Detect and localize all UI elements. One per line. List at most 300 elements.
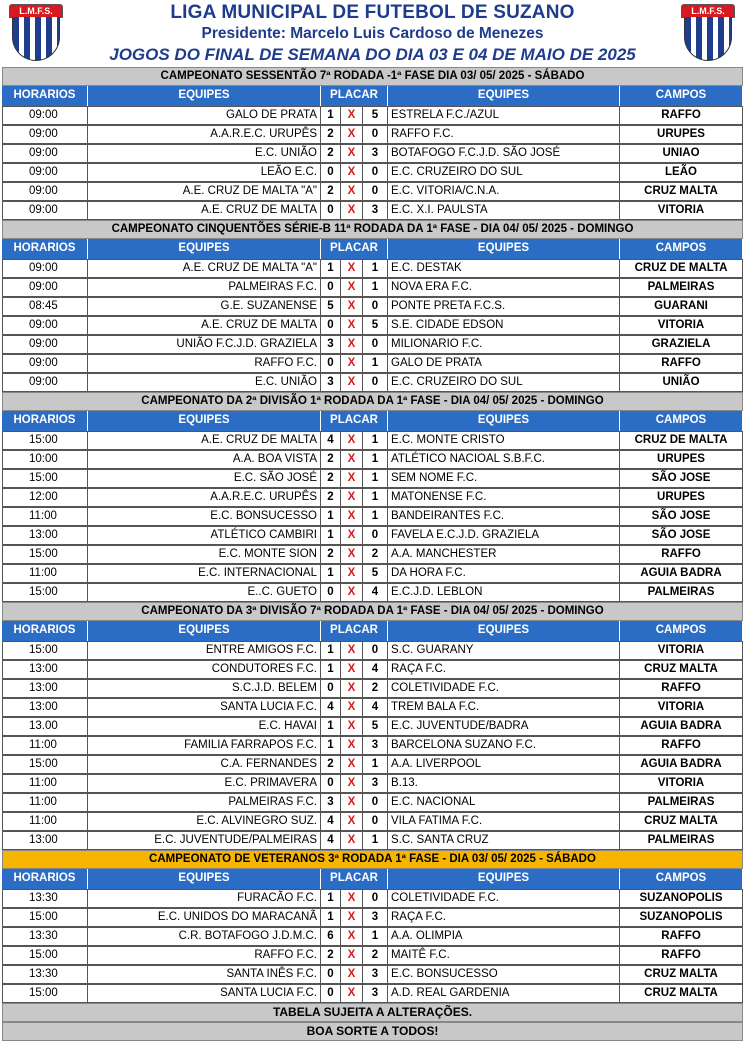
versus-mark: X [341,564,363,583]
home-team: E.C. BONSUCESSO [88,507,321,526]
section-title: CAMPEONATO CINQUENTÕES SÉRIE-B 11ª RODADA DA 1ª FASE - DIA 04/ 05/ 2025 - DOMINGO [2,220,743,239]
away-score: 5 [363,106,388,125]
away-team: E.C. MONTE CRISTO [388,431,620,450]
home-score: 0 [321,278,341,297]
away-score: 0 [363,526,388,545]
home-score: 0 [321,583,341,602]
home-score: 2 [321,125,341,144]
versus-mark: X [341,946,363,965]
league-logo-left [9,4,63,62]
away-score: 2 [363,946,388,965]
match-row [2,965,743,984]
match-time: 13:30 [2,965,88,984]
home-team: E.C. INTERNACIONAL [88,564,321,583]
home-team: E..C. GUETO [88,583,321,602]
away-team: MILIONARIO F.C. [388,335,620,354]
col-equipes-away: EQUIPES [388,239,620,259]
field-name: AGUIA BADRA [620,717,743,736]
home-score: 4 [321,698,341,717]
section-title: CAMPEONATO DE VETERANOS 3ª RODADA 1ª FASE - DIA 03/ 05/ 2025 - SÁBADO [2,850,743,869]
home-score: 3 [321,373,341,392]
match-time: 15:00 [2,984,88,1003]
column-header-row [2,239,743,259]
away-score: 4 [363,660,388,679]
section-title: CAMPEONATO SESSENTÃO 7ª RODADA -1ª FASE DIA 03/ 05/ 2025 - SÁBADO [2,67,743,86]
match-time: 09:00 [2,316,88,335]
home-team: E.C. ALVINEGRO SUZ. [88,812,321,831]
home-score: 1 [321,259,341,278]
home-score: 0 [321,965,341,984]
match-row [2,812,743,831]
away-score: 5 [363,717,388,736]
home-team: PALMEIRAS F.C. [88,793,321,812]
home-team: GALO DE PRATA [88,106,321,125]
away-score: 2 [363,679,388,698]
field-name: VITORIA [620,774,743,793]
away-team: E.C. DESTAK [388,259,620,278]
away-score: 1 [363,755,388,774]
versus-mark: X [341,660,363,679]
home-team: A.E. CRUZ DE MALTA [88,201,321,220]
home-score: 1 [321,526,341,545]
field-name: PALMEIRAS [620,278,743,297]
home-score: 0 [321,163,341,182]
versus-mark: X [341,984,363,1003]
match-time: 10:00 [2,450,88,469]
field-name: GRAZIELA [620,335,743,354]
versus-mark: X [341,335,363,354]
away-score: 0 [363,297,388,316]
versus-mark: X [341,526,363,545]
home-score: 1 [321,660,341,679]
home-score: 2 [321,755,341,774]
home-team: G.E. SUZANENSE [88,297,321,316]
col-placar: PLACAR [321,869,388,889]
match-time: 09:00 [2,335,88,354]
home-team: C.R. BOTAFOGO J.D.M.C. [88,927,321,946]
match-time: 13:00 [2,831,88,850]
home-team: A.A.R.E.C. URUPÊS [88,488,321,507]
versus-mark: X [341,469,363,488]
versus-mark: X [341,965,363,984]
versus-mark: X [341,889,363,908]
away-score: 0 [363,182,388,201]
field-name: GUARANI [620,297,743,316]
field-name: RAFFO [620,679,743,698]
col-horarios: HORARIOS [2,869,88,889]
match-row [2,755,743,774]
away-team: ESTRELA F.C./AZUL [388,106,620,125]
away-team: S.E. CIDADE EDSON [388,316,620,335]
match-row [2,106,743,125]
match-row [2,889,743,908]
away-score: 3 [363,774,388,793]
home-team: RAFFO F.C. [88,354,321,373]
home-score: 2 [321,488,341,507]
col-horarios: HORARIOS [2,86,88,106]
match-time: 09:00 [2,354,88,373]
league-logo-right [681,4,735,62]
away-team: S.C. SANTA CRUZ [388,831,620,850]
home-team: LEÃO E.C. [88,163,321,182]
col-horarios: HORARIOS [2,411,88,431]
home-team: E.C. SÃO JOSÉ [88,469,321,488]
versus-mark: X [341,316,363,335]
versus-mark: X [341,125,363,144]
away-score: 1 [363,278,388,297]
home-team: A.A.R.E.C. URUPÊS [88,125,321,144]
away-team: E.C. CRUZEIRO DO SUL [388,373,620,392]
home-score: 2 [321,144,341,163]
home-score: 0 [321,774,341,793]
match-time: 13.00 [2,717,88,736]
field-name: LEÃO [620,163,743,182]
versus-mark: X [341,793,363,812]
away-team: TREM BALA F.C. [388,698,620,717]
match-time: 11:00 [2,793,88,812]
away-score: 1 [363,831,388,850]
match-row [2,908,743,927]
match-time: 09:00 [2,144,88,163]
home-score: 0 [321,354,341,373]
field-name: UNIAO [620,144,743,163]
match-row [2,698,743,717]
home-team: E.C. MONTE SION [88,545,321,564]
field-name: VITORIA [620,316,743,335]
home-team: CONDUTORES F.C. [88,660,321,679]
field-name: RAFFO [620,946,743,965]
match-time: 15:00 [2,545,88,564]
away-team: SEM NOME F.C. [388,469,620,488]
away-score: 1 [363,507,388,526]
away-team: S.C. GUARANY [388,641,620,660]
col-equipes-away: EQUIPES [388,621,620,641]
match-time: 09:00 [2,373,88,392]
col-equipes-home: EQUIPES [88,621,321,641]
versus-mark: X [341,450,363,469]
versus-mark: X [341,583,363,602]
home-score: 1 [321,564,341,583]
field-name: URUPES [620,125,743,144]
match-row [2,201,743,220]
field-name: SÃO JOSE [620,469,743,488]
away-team: E.C. CRUZEIRO DO SUL [388,163,620,182]
home-team: SANTA INÊS F.C. [88,965,321,984]
footer-wish: BOA SORTE A TODOS! [2,1022,743,1041]
home-team: FAMILIA FARRAPOS F.C. [88,736,321,755]
col-campos: CAMPOS [620,411,743,431]
match-time: 13:00 [2,526,88,545]
away-score: 3 [363,984,388,1003]
away-team: RAFFO F.C. [388,125,620,144]
away-team: BOTAFOGO F.C.J.D. SÃO JOSÉ [388,144,620,163]
away-team: PONTE PRETA F.C.S. [388,297,620,316]
col-campos: CAMPOS [620,869,743,889]
col-placar: PLACAR [321,239,388,259]
home-team: ENTRE AMIGOS F.C. [88,641,321,660]
home-score: 2 [321,450,341,469]
col-horarios: HORARIOS [2,621,88,641]
footer-note: TABELA SUJEITA A ALTERAÇÕES. [2,1003,743,1022]
home-team: ATLÉTICO CAMBIRI [88,526,321,545]
home-score: 2 [321,946,341,965]
match-row [2,297,743,316]
field-name: CRUZ DE MALTA [620,431,743,450]
versus-mark: X [341,278,363,297]
col-equipes-home: EQUIPES [88,239,321,259]
away-team: RAÇA F.C. [388,908,620,927]
versus-mark: X [341,297,363,316]
home-team: E.C. UNIÃO [88,373,321,392]
away-team: E.C. JUVENTUDE/BADRA [388,717,620,736]
field-name: PALMEIRAS [620,583,743,602]
home-team: C.A. FERNANDES [88,755,321,774]
col-equipes-home: EQUIPES [88,86,321,106]
away-team: COLETIVIDADE F.C. [388,889,620,908]
field-name: SÃO JOSE [620,507,743,526]
versus-mark: X [341,545,363,564]
match-time: 15:00 [2,908,88,927]
match-row [2,545,743,564]
home-score: 4 [321,431,341,450]
home-score: 3 [321,335,341,354]
match-row [2,259,743,278]
match-time: 15:00 [2,641,88,660]
home-team: A.E. CRUZ DE MALTA [88,431,321,450]
away-team: VILA FATIMA F.C. [388,812,620,831]
col-equipes-home: EQUIPES [88,869,321,889]
match-time: 08:45 [2,297,88,316]
away-team: RAÇA F.C. [388,660,620,679]
away-score: 1 [363,927,388,946]
match-time: 15:00 [2,755,88,774]
field-name: PALMEIRAS [620,793,743,812]
home-team: A.E. CRUZ DE MALTA "A" [88,259,321,278]
logo-text: L.M.F.S. [681,4,735,18]
match-row [2,583,743,602]
field-name: RAFFO [620,354,743,373]
away-team: A.A. LIVERPOOL [388,755,620,774]
away-team: E.C. BONSUCESSO [388,965,620,984]
shield-icon [12,17,60,61]
away-score: 1 [363,450,388,469]
field-name: PALMEIRAS [620,831,743,850]
home-score: 0 [321,679,341,698]
match-time: 12:00 [2,488,88,507]
match-time: 09:00 [2,106,88,125]
match-row [2,774,743,793]
match-time: 09:00 [2,125,88,144]
field-name: CRUZ MALTA [620,965,743,984]
section-title: CAMPEONATO DA 3ª DIVISÃO 7ª RODADA DA 1ª FASE - DIA 04/ 05/ 2025 - DOMINGO [2,602,743,621]
away-score: 1 [363,469,388,488]
match-time: 09:00 [2,182,88,201]
match-time: 11:00 [2,507,88,526]
versus-mark: X [341,373,363,392]
col-campos: CAMPOS [620,86,743,106]
away-team: COLETIVIDADE F.C. [388,679,620,698]
match-time: 09:00 [2,278,88,297]
match-row [2,469,743,488]
col-placar: PLACAR [321,86,388,106]
home-team: E.C. UNIDOS DO MARACANÃ [88,908,321,927]
column-header-row [2,621,743,641]
page-header [0,0,745,67]
match-row [2,507,743,526]
home-score: 1 [321,736,341,755]
match-time: 13:30 [2,889,88,908]
logo-text: L.M.F.S. [9,4,63,18]
field-name: CRUZ MALTA [620,812,743,831]
match-row [2,717,743,736]
match-row [2,431,743,450]
away-team: NOVA ERA F.C. [388,278,620,297]
match-time: 09:00 [2,259,88,278]
home-score: 2 [321,545,341,564]
match-time: 11:00 [2,736,88,755]
versus-mark: X [341,736,363,755]
match-time: 15:00 [2,469,88,488]
home-team: SANTA LUCIA F.C. [88,698,321,717]
match-row [2,450,743,469]
away-score: 3 [363,908,388,927]
col-campos: CAMPOS [620,621,743,641]
away-score: 5 [363,316,388,335]
home-score: 6 [321,927,341,946]
away-score: 3 [363,201,388,220]
field-name: RAFFO [620,736,743,755]
field-name: AGUIA BADRA [620,755,743,774]
versus-mark: X [341,201,363,220]
home-team: A.A. BOA VISTA [88,450,321,469]
away-score: 3 [363,965,388,984]
away-score: 0 [363,335,388,354]
versus-mark: X [341,163,363,182]
away-score: 0 [363,641,388,660]
field-name: VITORIA [620,641,743,660]
away-score: 0 [363,125,388,144]
page-subtitle: JOGOS DO FINAL DE SEMANA DO DIA 03 E 04 DE MAIO DE 2025 [109,45,636,64]
match-time: 13:00 [2,679,88,698]
match-row [2,793,743,812]
home-score: 3 [321,793,341,812]
away-team: ATLÉTICO NACIOAL S.B.F.C. [388,450,620,469]
match-time: 09:00 [2,201,88,220]
versus-mark: X [341,144,363,163]
home-team: UNIÃO F.C.J.D. GRAZIELA [88,335,321,354]
column-header-row [2,411,743,431]
field-name: SUZANOPOLIS [620,889,743,908]
match-row [2,641,743,660]
field-name: CRUZ MALTA [620,660,743,679]
home-team: S.C.J.D. BELEM [88,679,321,698]
match-row [2,679,743,698]
away-score: 0 [363,793,388,812]
home-team: PALMEIRAS F.C. [88,278,321,297]
home-team: A.E. CRUZ DE MALTA [88,316,321,335]
match-time: 15:00 [2,431,88,450]
col-horarios: HORARIOS [2,239,88,259]
home-team: E.C. HAVAI [88,717,321,736]
away-team: MAITÊ F.C. [388,946,620,965]
away-score: 0 [363,373,388,392]
away-team: A.A. MANCHESTER [388,545,620,564]
match-row [2,125,743,144]
match-row [2,316,743,335]
away-score: 1 [363,259,388,278]
field-name: VITORIA [620,201,743,220]
versus-mark: X [341,831,363,850]
away-team: A.D. REAL GARDENIA [388,984,620,1003]
away-score: 0 [363,889,388,908]
home-score: 1 [321,106,341,125]
versus-mark: X [341,927,363,946]
field-name: SÃO JOSE [620,526,743,545]
match-row [2,927,743,946]
match-row [2,488,743,507]
versus-mark: X [341,431,363,450]
away-team: FAVELA E.C.J.D. GRAZIELA [388,526,620,545]
match-time: 13:00 [2,698,88,717]
versus-mark: X [341,908,363,927]
match-time: 13:30 [2,927,88,946]
col-campos: CAMPOS [620,239,743,259]
column-header-row [2,86,743,106]
away-score: 1 [363,354,388,373]
field-name: URUPES [620,450,743,469]
home-score: 0 [321,201,341,220]
field-name: CRUZ MALTA [620,182,743,201]
versus-mark: X [341,774,363,793]
col-equipes-home: EQUIPES [88,411,321,431]
field-name: UNIÃO [620,373,743,392]
match-row [2,984,743,1003]
page-title: LIGA MUNICIPAL DE FUTEBOL DE SUZANO [170,2,575,23]
versus-mark: X [341,488,363,507]
versus-mark: X [341,698,363,717]
home-score: 1 [321,908,341,927]
away-score: 4 [363,583,388,602]
away-score: 4 [363,698,388,717]
match-row [2,182,743,201]
versus-mark: X [341,507,363,526]
match-time: 11:00 [2,774,88,793]
versus-mark: X [341,354,363,373]
shield-icon [684,17,732,61]
versus-mark: X [341,717,363,736]
away-score: 5 [363,564,388,583]
match-row [2,660,743,679]
match-row [2,278,743,297]
home-score: 1 [321,641,341,660]
home-score: 0 [321,984,341,1003]
away-team: DA HORA F.C. [388,564,620,583]
versus-mark: X [341,812,363,831]
away-team: BANDEIRANTES F.C. [388,507,620,526]
versus-mark: X [341,106,363,125]
away-team: E.C. VITORIA/C.N.A. [388,182,620,201]
away-score: 3 [363,736,388,755]
column-header-row [2,869,743,889]
match-time: 09:00 [2,163,88,182]
home-team: E.C. PRIMAVERA [88,774,321,793]
field-name: URUPES [620,488,743,507]
field-name: RAFFO [620,106,743,125]
home-score: 4 [321,812,341,831]
versus-mark: X [341,259,363,278]
home-score: 1 [321,889,341,908]
home-score: 1 [321,717,341,736]
